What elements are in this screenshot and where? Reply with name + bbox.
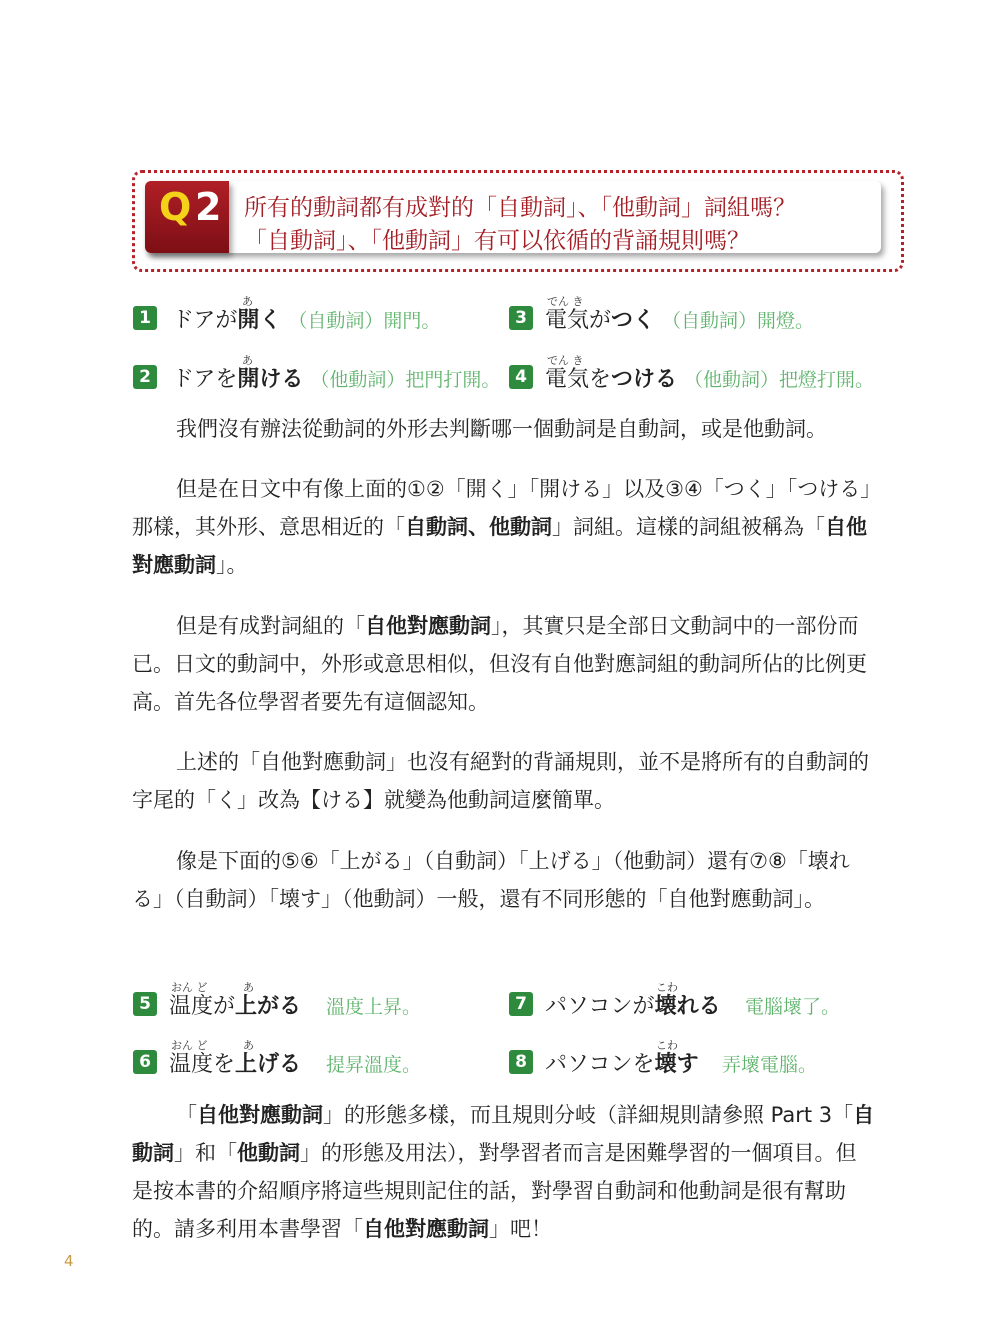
paragraph-6-text-a: 「 — [176, 1103, 197, 1127]
example-4-note: （他動詞）把燈打開。 — [684, 369, 875, 391]
paragraph-3-text-a: 但是有成對詞組的「 — [176, 614, 365, 638]
example-6-kanji-2: 上 — [235, 1052, 258, 1077]
example-4-particle: を — [589, 367, 612, 392]
example-8-prefix: パソコンを — [545, 1052, 655, 1077]
page-number: 4 — [64, 1252, 74, 1270]
question-tag-q: Q — [159, 185, 192, 229]
paragraph-3 — [132, 607, 876, 721]
question-line-1: 所有的動詞都有成對的「自動詞」、「他動詞」詞組嗎？ — [244, 195, 796, 221]
example-2-kanji: 開 — [237, 367, 260, 392]
example-3 — [545, 303, 814, 334]
example-badge-6: 6 — [133, 1050, 157, 1074]
example-5-particle: が — [213, 994, 236, 1019]
example-6-kanji-1: 温度 — [169, 1052, 214, 1077]
example-5-kanji-2: 上 — [235, 994, 258, 1019]
example-3-ending: つく — [611, 308, 656, 333]
example-7-prefix: パソコンが — [545, 994, 655, 1019]
example-3-note: （自動詞）開燈。 — [662, 310, 815, 332]
paragraph-6-bold-b: 自他對應動詞 — [197, 1103, 323, 1127]
paragraph-2-bold-b: 自動詞、他動詞 — [405, 515, 552, 539]
example-2-ending: ける — [259, 367, 304, 392]
example-1-note: （自動詞）開門。 — [288, 310, 441, 332]
example-3-particle: が — [589, 308, 612, 333]
ruby-4: でん き — [547, 354, 584, 367]
example-badge-3: 3 — [509, 306, 533, 330]
example-badge-7: 7 — [509, 992, 533, 1016]
example-1-kanji: 開 — [237, 308, 260, 333]
paragraph-2 — [132, 470, 876, 584]
example-5 — [169, 989, 301, 1020]
paragraph-1 — [132, 410, 876, 448]
example-3-kanji: 電気 — [545, 308, 590, 333]
paragraph-4 — [132, 743, 876, 819]
paragraph-6-text-c: 」的形態多樣，而且規則分岐（詳細規則請參照 Part 3「 — [323, 1103, 854, 1127]
ruby-1: あ — [242, 295, 253, 308]
example-badge-5: 5 — [133, 992, 157, 1016]
example-5-note: 溫度上昇。 — [326, 996, 422, 1018]
example-1-ending: く — [259, 308, 282, 333]
example-8 — [545, 1047, 699, 1078]
example-4 — [545, 362, 874, 393]
example-8-note: 弄壞電腦。 — [722, 1054, 818, 1076]
paragraph-5 — [132, 842, 876, 918]
paragraph-4-text: 上述的「自他對應動詞」也沒有絕對的背誦規則，並不是將所有的自動詞的字尾的「く」改為【ける】就變為他動詞這麼簡單。 — [132, 750, 869, 812]
paragraph-1-text: 我們沒有辦法從動詞的外形去判斷哪一個動詞是自動詞，或是他動詞。 — [176, 417, 827, 441]
question-line-2: 「自動詞」、「他動詞」有可以依循的背誦規則嗎？ — [244, 228, 750, 254]
example-badge-1: 1 — [133, 306, 157, 330]
paragraph-2-text-c: 」詞組。這樣的詞組被稱為「 — [552, 515, 825, 539]
paragraph-3-text-c: 」，其實只是全部日文動詞中的一部份而已。日文的動詞中，外形或意思相似，但沒有自他對應詞組的動詞所佔的比例更高。首先各位學習者要先有這個認知。 — [132, 614, 867, 714]
example-8-kanji: 壊 — [654, 1052, 677, 1077]
example-7-ending: れる — [676, 994, 721, 1019]
example-2 — [172, 362, 500, 393]
ruby-5b: あ — [243, 981, 254, 994]
example-1 — [172, 303, 440, 334]
example-2-note: （他動詞）把門打開。 — [310, 369, 501, 391]
example-badge-4: 4 — [509, 365, 533, 389]
paragraph-6 — [132, 1096, 876, 1248]
example-6-ending: げる — [257, 1052, 302, 1077]
question-tag — [145, 181, 229, 253]
example-7-note: 電腦壞了。 — [745, 996, 841, 1018]
example-badge-2: 2 — [133, 365, 157, 389]
example-2-prefix: ドアを — [172, 367, 238, 392]
question-tag-number: 2 — [195, 185, 222, 229]
example-badge-8: 8 — [509, 1050, 533, 1074]
paragraph-5-text: 像是下面的⑤⑥「上がる」（自動詞）「上げる」（他動詞）還有⑦⑧「壊れる」（自動詞）「壊す」（他動詞）一般，還有不同形態的「自他對應動詞」。 — [132, 849, 850, 911]
example-8-ending: す — [676, 1052, 699, 1077]
example-6-particle: を — [213, 1052, 236, 1077]
paragraph-6-text-i: 」吧！ — [489, 1217, 552, 1241]
example-4-kanji: 電気 — [545, 367, 590, 392]
example-6-note: 提昇溫度。 — [326, 1054, 422, 1076]
ruby-6a: おん ど — [171, 1039, 208, 1052]
paragraph-2-text-a: 但是在日文中有像上面的①②「開く」「開ける」以及③④「つく」「つける」那樣，其外形、意思相近的「 — [132, 477, 871, 539]
ruby-5a: おん ど — [171, 981, 208, 994]
paragraph-2-text-e: 」。 — [216, 553, 248, 577]
ruby-6b: あ — [243, 1039, 254, 1052]
example-4-ending: つける — [611, 367, 678, 392]
example-7 — [545, 989, 721, 1020]
ruby-8: こわ — [656, 1039, 678, 1052]
ruby-3: でん き — [547, 295, 584, 308]
example-6 — [169, 1047, 301, 1078]
paragraph-2-bold-d: 自他對應動詞 — [132, 515, 867, 577]
example-7-kanji: 壊 — [654, 994, 677, 1019]
paragraph-6-text-g: 」的形態及用法），對學習者而言是困難學習的一個項目。但是按本書的介紹順序將這些規則記住的話，對學習自動詞和他動詞是很有幫助的。請多利用本書學習「 — [132, 1141, 857, 1241]
paragraph-6-bold-d: 自動詞 — [132, 1103, 875, 1165]
example-1-prefix: ドアが — [172, 308, 238, 333]
paragraph-6-bold-f: 他動詞 — [237, 1141, 300, 1165]
ruby-7: こわ — [656, 981, 678, 994]
paragraph-6-text-e: 」和「 — [174, 1141, 237, 1165]
ruby-2: あ — [242, 354, 253, 367]
example-5-ending: がる — [257, 994, 302, 1019]
example-5-kanji-1: 温度 — [169, 994, 214, 1019]
paragraph-6-bold-h: 自他對應動詞 — [363, 1217, 489, 1241]
paragraph-3-bold-b: 自他對應動詞 — [365, 614, 491, 638]
